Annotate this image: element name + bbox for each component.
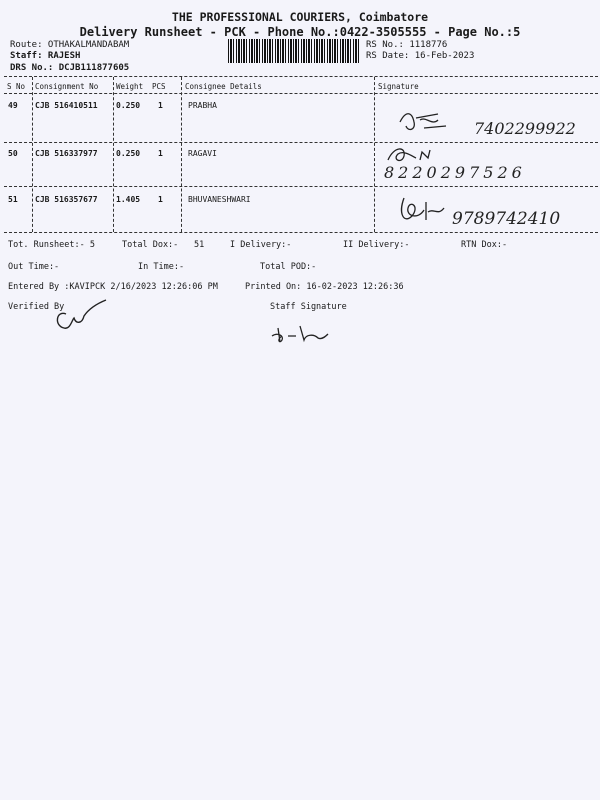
- rs-number: RS No.: 1118776: [366, 40, 448, 50]
- row-consignment-no: CJB 516337977: [35, 149, 98, 158]
- row-sno: 49: [8, 101, 18, 110]
- row-divider: [4, 142, 598, 143]
- col-header-sno: S No: [7, 82, 26, 91]
- handwritten-phone: 9789742410: [452, 209, 561, 229]
- printed-on: Printed On: 16-02-2023 12:26:36: [245, 282, 404, 292]
- staff-signature: [270, 322, 334, 346]
- row-weight: 0.250: [116, 101, 141, 110]
- barcode: [228, 39, 360, 63]
- handwritten-phone: 7402299922: [474, 119, 576, 138]
- col-header-pcs: PCS: [152, 82, 166, 91]
- total-dox-label: Total Dox:-: [122, 240, 179, 250]
- ii-delivery: II Delivery:-: [343, 240, 410, 250]
- column-divider: [374, 77, 375, 232]
- row-pcs: 1: [158, 149, 163, 158]
- row-pcs: 1: [158, 195, 163, 204]
- column-divider: [32, 77, 33, 232]
- runsheet-subtitle: Delivery Runsheet - PCK - Phone No.:0422-3505555 - Page No.:5: [79, 25, 521, 39]
- row-consignment-no: CJB 516357677: [35, 195, 98, 204]
- total-pod: Total POD:-: [260, 262, 317, 272]
- table-top-rule: [4, 76, 598, 77]
- col-header-consignment: Consignment No: [35, 82, 99, 91]
- out-time: Out Time:-: [8, 262, 60, 272]
- verified-by-label: Verified By: [8, 302, 65, 312]
- handwritten-signature: [398, 194, 452, 228]
- staff-label: Staff: RAJESH: [10, 51, 81, 61]
- row-weight: 0.250: [116, 149, 141, 158]
- row-pcs: 1: [158, 101, 163, 110]
- drs-number: DRS No.: DCJB111877605: [10, 63, 130, 73]
- col-header-signature: Signature: [378, 82, 419, 91]
- handwritten-signature: [398, 108, 468, 134]
- rtn-dox: RTN Dox:-: [461, 240, 508, 250]
- row-weight: 1.405: [116, 195, 141, 204]
- i-delivery: I Delivery:-: [230, 240, 292, 250]
- rs-date: RS Date: 16-Feb-2023: [366, 51, 475, 61]
- row-divider: [4, 186, 598, 187]
- header-bottom-rule: [4, 93, 598, 94]
- route-label: Route: OTHAKALMANDABAM: [10, 40, 130, 50]
- staff-signature-label: Staff Signature: [270, 302, 347, 312]
- row-consignee: PRABHA: [188, 101, 217, 110]
- table-bottom-rule: [4, 232, 598, 233]
- column-divider: [113, 77, 114, 232]
- total-runsheet: Tot. Runsheet:- 5: [8, 240, 95, 250]
- row-sno: 51: [8, 195, 18, 204]
- col-header-consignee: Consignee Details: [185, 82, 262, 91]
- handwritten-phone: 8220297526: [384, 163, 526, 182]
- verifier-signature: [52, 300, 112, 332]
- row-consignee: BHUVANESHWARI: [188, 195, 251, 204]
- row-consignment-no: CJB 516410511: [35, 101, 98, 110]
- total-dox-value: 51: [194, 240, 205, 250]
- column-divider: [181, 77, 182, 232]
- row-sno: 50: [8, 149, 18, 158]
- entered-by: Entered By :KAVIPCK 2/16/2023 12:26:06 PM: [8, 282, 218, 292]
- col-header-weight: Weight: [116, 82, 144, 91]
- company-title: THE PROFESSIONAL COURIERS, Coimbatore: [171, 10, 429, 24]
- in-time: In Time:-: [138, 262, 185, 272]
- row-consignee: RAGAVI: [188, 149, 217, 158]
